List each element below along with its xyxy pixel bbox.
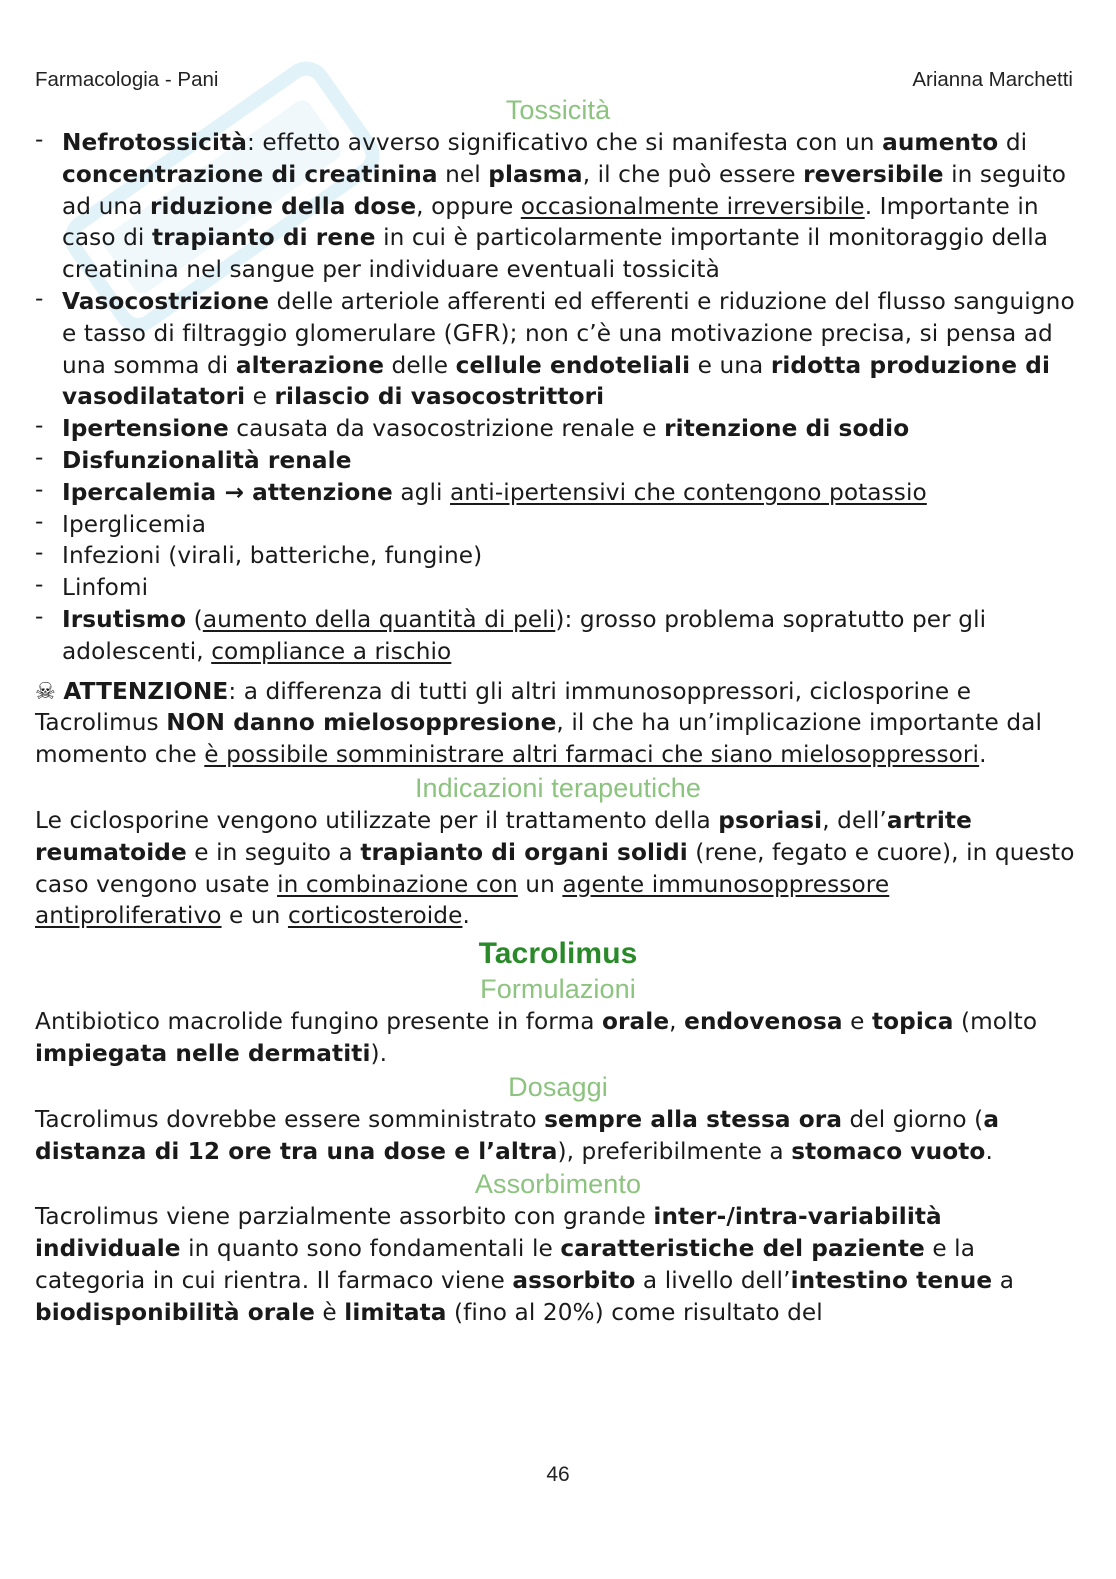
section-title-tacrolimus: Tacrolimus	[478, 937, 638, 971]
header-author: Arianna Marchetti	[912, 68, 1073, 91]
section-title-dosaggi: Dosaggi	[508, 1071, 608, 1102]
section-title-assorbimento: Assorbimento	[474, 1169, 642, 1200]
tossicita-list	[35, 127, 1081, 668]
list-item: - Vasocostrizione delle arteriole afferenti ed efferenti e riduzione del flusso sanguigno e tasso di filtraggio glomerulare (GFR); non c’è una motivazione precisa, si pensa ad una somma di alterazione delle cellule endoteliali e una ridotta produzione di vasodilatatori e rilascio di vasocostrittori	[35, 284, 1075, 411]
list-item: - Linfomi	[35, 571, 149, 602]
list-item: - Nefrotossicità: effetto avverso significativo che si manifesta con un aumento di concentrazione di creatinina nel plasma, il che può essere reversibile in seguito ad una riduzione della dose, oppure occasionalmente irreversibile. Importante in caso di trapianto di rene in cui è particolarmente importante il monitoraggio della creatinina nel sangue per individuare eventuali tossicità	[35, 126, 1067, 284]
dosaggi-paragraph: Tacrolimus dovrebbe essere somministrato sempre alla stessa ora del giorno (a distanza di 12 ore tra una dose e l’altra), preferibilmente a stomaco vuoto.	[35, 1105, 1000, 1165]
list-item: - Infezioni (virali, batteriche, fungine)	[35, 539, 483, 570]
list-item: - Ipertensione causata da vasocostrizione renale e ritenzione di sodio	[35, 412, 910, 443]
page-content	[35, 93, 1081, 1329]
skull-icon: ☠	[35, 677, 56, 705]
assorbimento-paragraph: Tacrolimus viene parzialmente assorbito con grande inter-/intra-variabilità individuale in quanto sono fondamentali le caratteristiche del paziente e la categoria in cui rientra. Il farmaco viene assorbito a livello dell’intestino tenue a biodisponibilità orale è limitata (fino al 20%) come risultato del	[35, 1203, 1015, 1326]
list-item: - Ipercalemia → attenzione agli anti-ipertensivi che contengono potassio	[35, 475, 927, 506]
section-title-indicazioni: Indicazioni terapeutiche	[414, 772, 702, 803]
list-item: - Disfunzionalità renale	[35, 443, 352, 474]
indicazioni-paragraph: Le ciclosporine vengono utilizzate per il trattamento della psoriasi, dell’artrite reumatoide e in seguito a trapianto di organi solidi (rene, fegato e cuore), in questo caso vengono usate in combinazione con un agente immunosoppressore antiproliferativo e un corticosteroide.	[35, 806, 1075, 930]
list-item: - Iperglicemia	[35, 507, 207, 538]
list-item: - Irsutismo (aumento della quantità di peli): grosso problema sopratutto per gli adolescenti, compliance a rischio	[35, 602, 987, 665]
formulazioni-paragraph: Antibiotico macrolide fungino presente in forma orale, endovenosa e topica (molto impiegata nelle dermatiti).	[35, 1008, 1038, 1067]
section-title-formulazioni: Formulazioni	[480, 974, 636, 1005]
attenzione-note: ☠ ATTENZIONE: a differenza di tutti gli altri immunosoppressori, ciclosporine e Tacrolimus NON danno mielosoppresione, il che ha un’implicazione importante dal momento che è possibile somministrare altri farmaci che siano mielosoppressori.	[35, 677, 1043, 769]
section-title-tossicita: Tossicità	[505, 95, 611, 125]
header-course: Farmacologia - Pani	[35, 68, 219, 91]
page-number: 46	[546, 1463, 570, 1486]
